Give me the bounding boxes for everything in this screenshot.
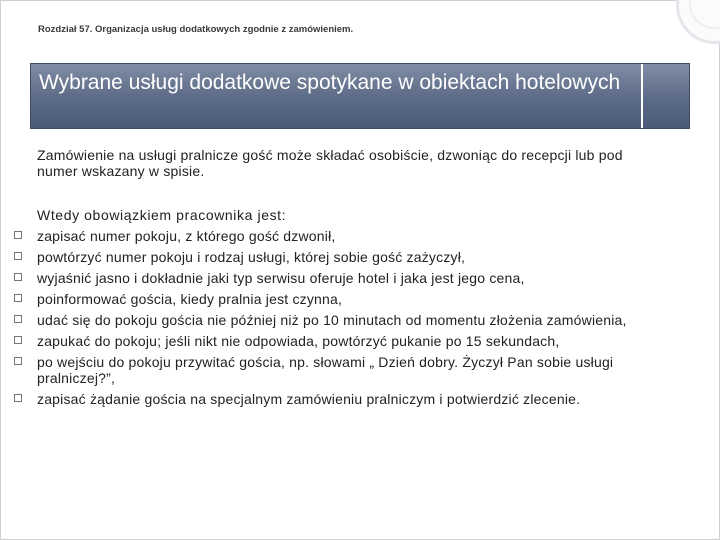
square-bullet-icon — [14, 336, 22, 344]
title-divider — [641, 64, 643, 128]
list-item-text: wyjaśnić jasno i dokładnie jaki typ serwisu oferuje hotel i jaka jest jego cena, — [37, 270, 525, 286]
list-item-text: zapisać żądanie gościa na specjalnym zamówieniu pralniczym i potwierdzić zlecenie. — [37, 391, 581, 407]
list-item-text: udać się do pokoju gościa nie później niż po 10 minutach od momentu złożenia zamówienia, — [37, 312, 627, 328]
chapter-heading: Rozdział 57. Organizacja usług dodatkowych zgodnie z zamówieniem. — [38, 24, 354, 35]
square-bullet-icon — [14, 273, 22, 281]
list-item — [14, 291, 644, 307]
square-bullet-icon — [14, 252, 22, 260]
list-item-text: poinformować gościa, kiedy pralnia jest czynna, — [37, 291, 343, 307]
list-item — [14, 354, 644, 386]
list-item-text: po wejściu do pokoju przywitać gościa, np. słowami „ Dzień dobry. Życzył Pan sobie usługi pralniczej?”, — [37, 354, 614, 386]
square-bullet-icon — [14, 315, 22, 323]
square-bullet-icon — [14, 357, 22, 365]
list-item-text: zapukać do pokoju; jeśli nikt nie odpowiada, powtórzyć pukanie po 15 sekundach, — [37, 333, 560, 349]
square-bullet-icon — [14, 231, 22, 239]
square-bullet-icon — [14, 394, 22, 402]
list-item — [14, 312, 644, 328]
list-item — [14, 391, 644, 407]
slide-title: Wybrane usługi dodatkowe spotykane w obiektach hotelowych — [39, 71, 621, 94]
list-item-text: zapisać numer pokoju, z którego gość dzwonił, — [37, 228, 336, 244]
duties-heading: Wtedy obowiązkiem pracownika jest: — [37, 207, 287, 223]
list-item — [14, 333, 644, 349]
list-item — [14, 228, 644, 244]
list-item — [14, 270, 644, 286]
list-item — [14, 249, 644, 265]
list-item-text: powtórzyć numer pokoju i rodzaj usługi, której sobie gość zażyczył, — [37, 249, 466, 265]
title-bar — [30, 63, 690, 129]
square-bullet-icon — [14, 294, 22, 302]
intro-paragraph: Zamówienie na usługi pralnicze gość może składać osobiście, dzwoniąc do recepcji lub pod numer wskazany w spisie. — [37, 147, 623, 179]
duties-list — [14, 228, 644, 412]
